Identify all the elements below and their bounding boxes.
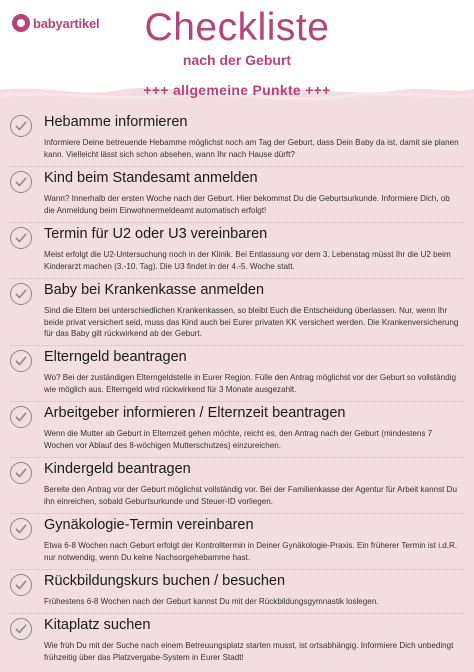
logo-text: babyartikel xyxy=(33,15,100,31)
checkmark-circle-icon[interactable] xyxy=(10,227,32,249)
divider xyxy=(10,278,464,279)
checklist-item-title: Termin für U2 oder U3 vereinbaren xyxy=(44,226,268,242)
checkmark-circle-icon[interactable] xyxy=(10,462,32,484)
divider xyxy=(10,569,464,570)
checklist-item xyxy=(0,516,474,572)
page-title: Checkliste xyxy=(144,6,330,49)
checkmark-circle-icon[interactable] xyxy=(10,283,32,305)
checklist-item-title: Elterngeld beantragen xyxy=(44,349,187,365)
checklist-item-title: Baby bei Krankenkasse anmelden xyxy=(44,282,265,298)
divider xyxy=(10,401,464,402)
divider xyxy=(10,613,464,614)
checklist-item-title: Arbeitgeber informieren / Elternzeit beantragen xyxy=(44,405,346,421)
divider xyxy=(10,513,464,514)
checklist-item-text: Meist erfolgt die U2-Untersuchung noch in der Klinik. Bei Entlassung vor dem 3. Lebenstag müsst Ihr die U2 beim Kinderarzt machen (3.-10. Tag). Die U3 findet in der 4.-5. Woche statt. xyxy=(44,250,451,271)
checklist-item xyxy=(0,281,474,348)
checklist-item-title: Kind beim Standesamt anmelden xyxy=(44,170,258,186)
divider xyxy=(10,222,464,223)
checkmark-circle-icon[interactable] xyxy=(10,618,32,640)
checklist-item xyxy=(0,169,474,225)
checkmark-circle-icon[interactable] xyxy=(10,115,32,137)
checklist-item-text: Bereite den Antrag vor der Geburt möglichst vollständig vor. Bei der Familienkasse der Agentur für Arbeit kannst Du ihn einreichen, sobald Geburtsurkunde und Steuer-ID vorliegen. xyxy=(44,485,457,506)
checklist-item xyxy=(0,225,474,281)
checklist-item xyxy=(0,348,474,404)
section-heading: +++ allgemeine Punkte +++ xyxy=(143,82,331,98)
checklist-item-text: Wann? Innerhalb der ersten Woche nach der Geburt. Hier bekommst Du die Geburtsurkunde. Informiere Dich, ob die Anmeldung beim Einwohnermeldeamt automatisch erfolgt! xyxy=(44,194,450,215)
checklist-item-title: Gynäkologie-Termin vereinbaren xyxy=(44,517,254,533)
divider xyxy=(10,457,464,458)
checklist-item-title: Hebamme informieren xyxy=(44,114,188,130)
checklist-item-text: Wo? Bei der zuständigen Elterngeldstelle in Eurer Region. Fülle den Antrag möglichst vor der Geburt so vollständig wie möglich aus. Elterngeld wird rückwirkend für 3 Monate ausgezahlt. xyxy=(44,373,456,394)
checklist-item xyxy=(0,113,474,169)
checklist-item-text: Informiere Deine betreuende Hebamme möglichst noch am Tag der Geburt, dass Dein Baby da ist, damit sie planen kann. Vielleicht lässt sich schon absehen, wann Ihr nach Hause dürft? xyxy=(44,138,459,159)
checklist-item xyxy=(0,616,474,672)
checklist-item-text: Frühestens 6-8 Wochen nach der Geburt kannst Du mit der Rückbildungsgymnastik loslegen. xyxy=(44,597,379,606)
checklist-item-title: Rückbildungskurs buchen / besuchen xyxy=(44,573,286,589)
checklist-item-text: Wenn die Mutter ab Geburt in Elternzeit gehen möchte, reicht es, den Antrag nach der Geburt (mindestens 7 Wochen vor Ablauf des 8-wöchigen Mutterschutzes) einzureichen. xyxy=(44,429,433,450)
checklist-item-title: Kindergeld beantragen xyxy=(44,461,191,477)
checkmark-circle-icon[interactable] xyxy=(10,574,32,596)
page-subtitle: nach der Geburt xyxy=(182,52,292,68)
checklist-item-title: Kitaplatz suchen xyxy=(44,617,151,633)
divider xyxy=(10,166,464,167)
checkmark-circle-icon[interactable] xyxy=(10,350,32,372)
checklist-item xyxy=(0,460,474,516)
checklist-item-text: Sind die Eltern bei unterschiedlichen Krankenkassen, so bleibt Euch die Entscheidung überlassen. Nur, wenn Ihr beide privat versichert seid, muss das Kind auch bei Eurer privaten KK versichert werden. Die Krankenversicherung für das Baby gilt rückwirkend ab der Geburt. xyxy=(44,306,459,338)
checkmark-circle-icon[interactable] xyxy=(10,518,32,540)
checkmark-circle-icon[interactable] xyxy=(10,406,32,428)
checklist-item-text: Etwa 6-8 Wochen nach Geburt erfolgt der Kontrolltermin in Deiner Gynäkologie-Praxis. Ein früherer Termin ist i.d.R. nur notwendig, wenn Du keine Nachsorgehebamme hast. xyxy=(44,541,458,562)
checklist xyxy=(0,113,474,672)
checklist-item-text: Wie früh Du mit der Suche nach einem Betreuungsplatz starten musst, ist ortsabhängig. Informiere Dich unbedingt frühzeitig über das Platzvergabe-System in Eurer Stadt! xyxy=(44,641,454,662)
checklist-item xyxy=(0,404,474,460)
checkmark-circle-icon[interactable] xyxy=(10,171,32,193)
divider xyxy=(10,345,464,346)
checklist-item xyxy=(0,572,474,616)
